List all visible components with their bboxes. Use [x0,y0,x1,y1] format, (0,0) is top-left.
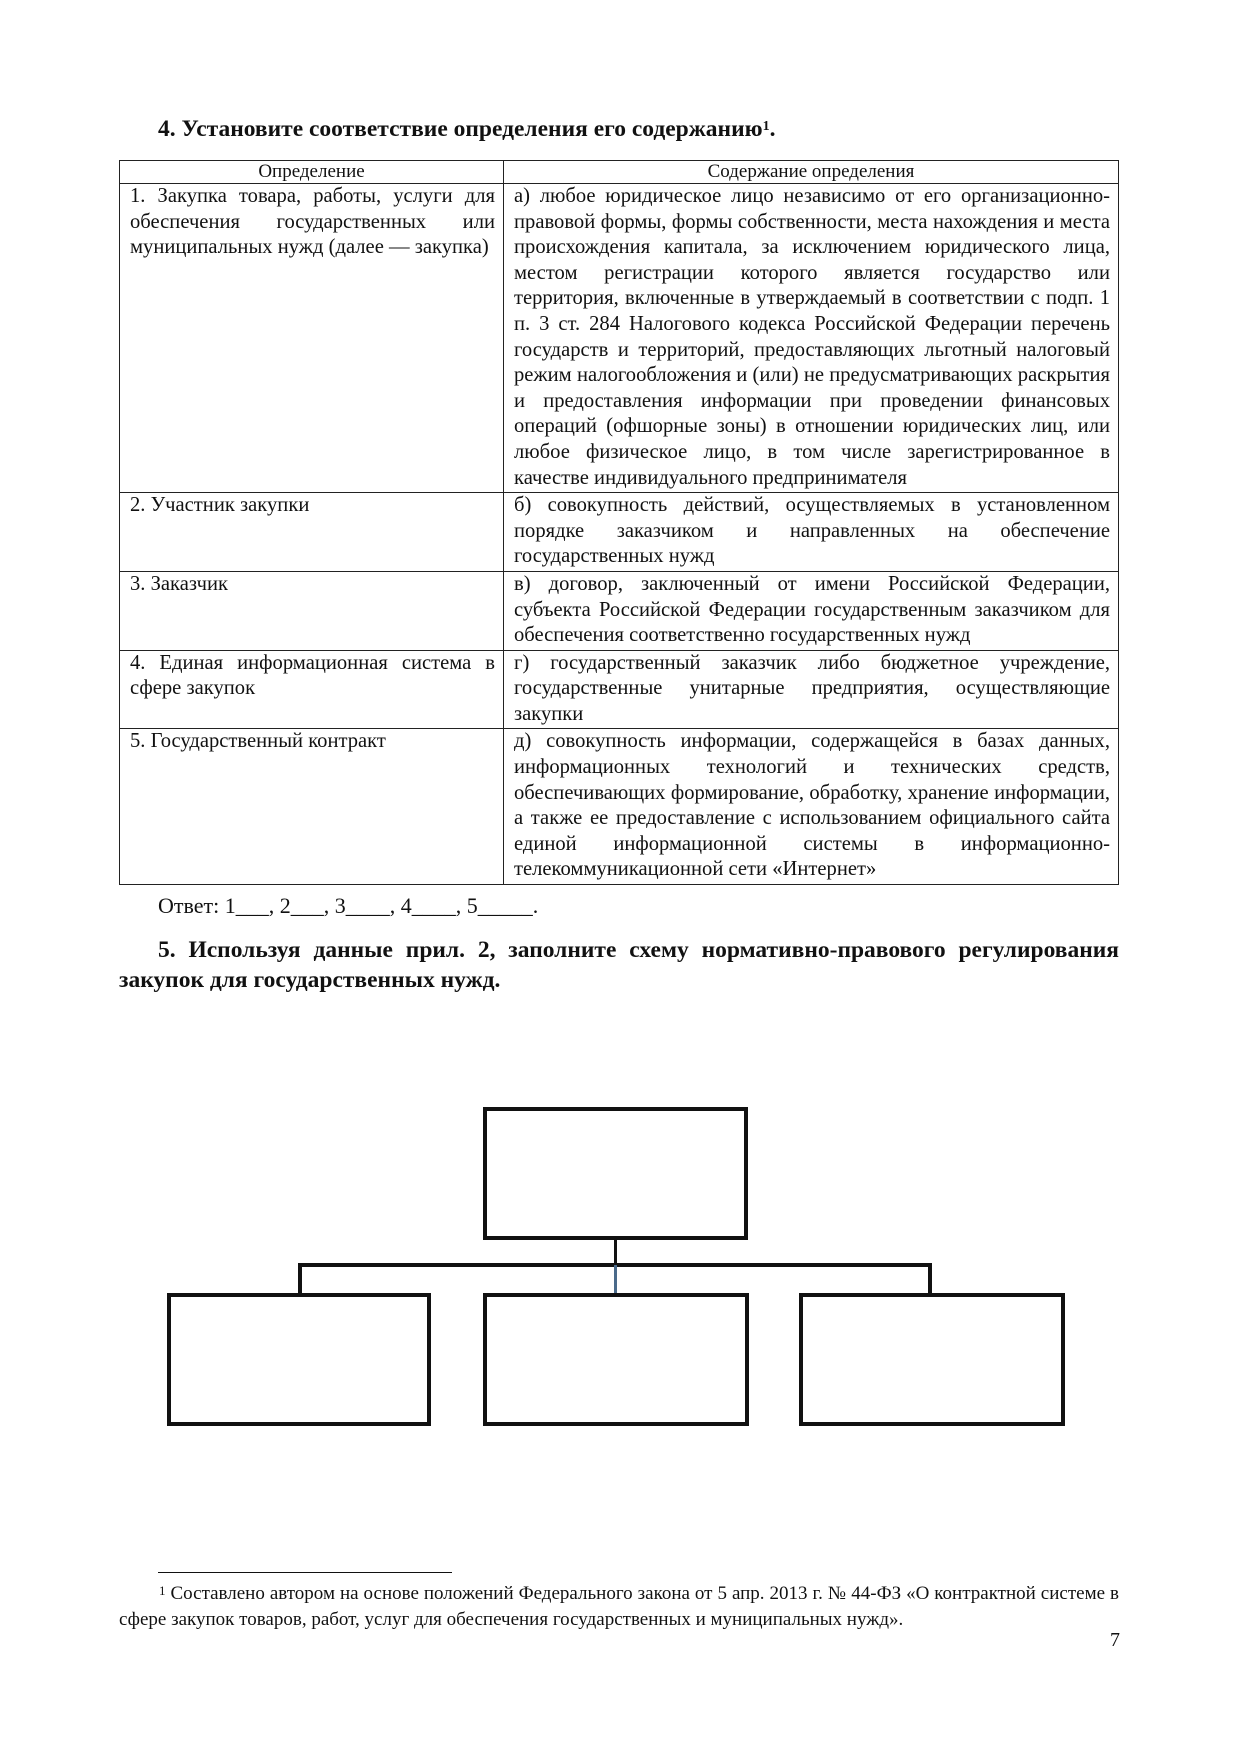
page-number: 7 [1110,1629,1120,1651]
footnote [119,1581,1119,1633]
definition-cell: 3. Заказчик [120,571,504,650]
content-cell: г) государственный заказчик либо бюджетное учреждение, государственные унитарные предприятия, осуществляющие закупки [504,650,1119,729]
task4-title-text: 4. Установите соответствие определения его содержанию [158,116,763,142]
task5-title: 5. Используя данные прил. 2, заполните схему нормативно-правового регулирования закупок для государственных нужд. [119,937,1119,993]
footnote-reference: 1 [762,119,770,134]
header-content: Содержание определения [504,161,1119,184]
definition-cell: 2. Участник закупки [120,493,504,572]
definition-cell: 1. Закупка товара, работы, услуги для обеспечения государственных или муниципальных нужд (далее — закупка) [120,184,504,493]
scheme-bottom-left-box[interactable] [169,1295,429,1424]
footnote-text: Составлено автором на основе положений Федерального закона от 5 апр. 2013 г. № 44-ФЗ «О контрактной системе в сфере закупок товаров, работ, услуг для обеспечения государственных и муниципальных нужд». [119,1583,1119,1630]
content-cell: в) договор, заключенный от имени Российской Федерации, субъекта Российской Федерации государственным заказчиком для обеспечения соответственно государственных нужд [504,571,1119,650]
content-cell: д) совокупность информации, содержащейся в базах данных, информационных технологий и технических средств, обеспечивающих формирование, обработку, хранение информации, а также ее предоставление с использованием официального сайта единой информационной системы в информационно-телекоммуникационной сети «Интернет» [504,729,1119,885]
content-cell: б) совокупность действий, осуществляемых в установленном порядке заказчиком и направленных на обеспечение государственных нужд [504,493,1119,572]
content-cell: а) любое юридическое лицо независимо от его организационно-правовой формы, формы собственности, места нахождения и места происхождения капитала, за исключением юридического лица, местом регистрации которого является государство или территория, включенные в утверждаемый в соответствии с подп. 1 п. 3 ст. 284 Налогового кодекса Российской Федерации перечень государств и территорий, предоставляющих льготный налоговый режим налогообложения и (или) не предусматривающих раскрытия и предоставления информации при проведении финансовых операций (офшорные зоны) в отношении юридических лиц, или любое физическое лицо, в том числе зарегистрированное в качестве индивидуального предпринимателя [504,184,1119,493]
scheme-bottom-center-box[interactable] [485,1295,747,1424]
definition-cell: 4. Единая информационная система в сфере закупок [120,650,504,729]
scheme-bottom-right-box[interactable] [801,1295,1063,1424]
footnote-separator [158,1572,452,1573]
task4-title-period: . [769,116,776,142]
answer-line: Ответ: 1___, 2___, 3____, 4____, 5_____. [158,893,539,918]
footnote-marker: 1 [159,1583,166,1598]
scheme-top-box[interactable] [485,1109,746,1238]
header-definition: Определение [120,161,504,184]
definition-cell: 5. Государственный контракт [120,729,504,885]
